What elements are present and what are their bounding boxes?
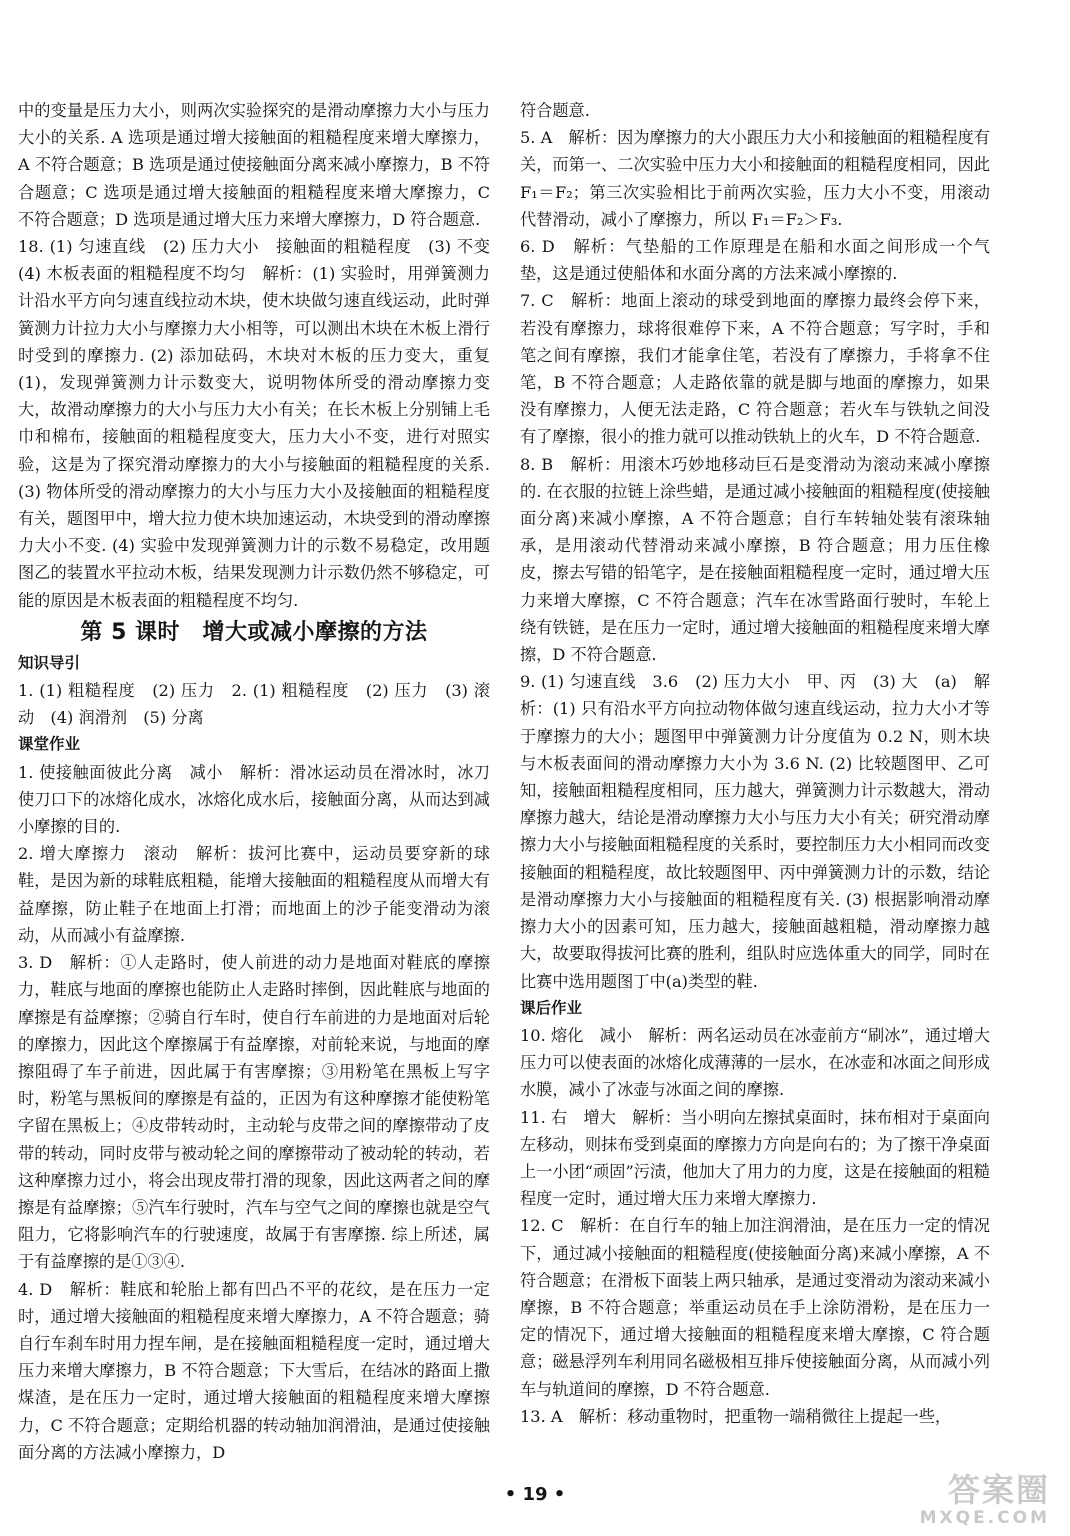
answer-12: 12. C 解析：在自行车的轴上加注润滑油，是在压力一定的情况下，通过减小接触面的粗糙程度(使接触面分离)来减小摩擦，A 不符合题意；在滑板下面装上两只轴承，是通过变滑动为滚动来减小摩擦，B 不符合题意；举重运动员在手上涂防滑粉，是在压力一定的情况下，通过增大接触面的粗糙程度来增大摩擦，C 符合题意；磁悬浮列车利用同名磁极相互排斥使接触面分离，从而减小列车与轨道间的摩擦，D 不符合题意.: [520, 1216, 990, 1399]
left-continued-paragraph: 中的变量是压力大小，则两次实验探究的是滑动摩擦力大小与压力大小的关系. A 选项是通过增大接触面的粗糙程度来增大摩擦力，A 不符合题意；B 选项是通过使接触面分离来减小摩擦力，B 不符合题意；C 选项是通过增大接触面的粗糙程度来增大摩擦力，C 不符合题意；D 选项是通过增大压力来增大摩擦力，D 符合题意.: [18, 101, 490, 229]
answer-4: 4. D 解析：鞋底和轮胎上都有凹凸不平的花纹，是在压力一定时，通过增大接触面的粗糙程度来增大摩擦力，A 不符合题意；骑自行车刹车时用力捏车闸，是在接触面粗糙程度一定时，通过增大压力来增大摩擦力，B 不符合题意；下大雪后，在结冰的路面上撒煤渣，是在压力一定时，通过增大接触面的粗糙程度来增大摩擦力，C 不符合题意；定期给机器的转动轴加润滑油，是通过使接触面分离的方法减小摩擦力，D: [18, 1279, 490, 1462]
page-number: • 19 •: [504, 1484, 566, 1505]
answer-9: 9. (1) 匀速直线 3.6 (2) 压力大小 甲、丙 (3) 大 (a) 解析：(1) 只有沿水平方向拉动物体做匀速直线运动，拉力大小才等于摩擦力的大小；题图甲中弹簧测力计分度值为 0.2 N，则木块与木板表面间的滑动摩擦力大小为 3.6 N. (2) 比较题图甲、乙可知，接触面粗糙程度相同，压力越大，弹簧测力计示数越大，滑动摩擦力越大，结论是滑动摩擦力大小与压力大小有关；研究滑动摩擦力大小与接触面粗糙程度的关系时，要控制压力大小相同而改变接触面的粗糙程度，故比较题图甲、丙中弹簧测力计的示数，结论是滑动摩擦力大小与接触面的粗糙程度有关. (3) 根据影响滑动摩擦力大小的因素可知，压力越大，接触面越粗糙，滑动摩擦力越大，故要取得拔河比赛的胜利，组队时应选体重大的同学，同时在比赛中选用题图丁中(a)类型的鞋.: [520, 672, 990, 991]
answer-13: 13. A 解析：移动重物时，把重物一端稍微往上提起一些，: [520, 1406, 952, 1426]
watermark-bottom-text: MXQE.COM: [919, 1508, 1050, 1528]
section-knowledge-guide: 知识导引: [18, 653, 81, 672]
answer-8: 8. B 解析：用滚木巧妙地移动巨石是变滑动为滚动来减小摩擦的. 在衣服的拉链上涂些蜡，是通过减小接触面的粗糙程度(使接触面分离)来减小摩擦，A 不符合题意；自行车转轴处装有滚珠轴承，是用滚动代替滑动来减小摩擦，B 符合题意；用力压住橡皮，擦去写错的铅笔字，是在接触面粗糙程度一定时，通过增大压力来增大摩擦，C 不符合题意；汽车在冰雪路面行驶时，车轮上绕有铁链，是在压力一定时，通过增大接触面的粗糙程度来增大摩擦，D 不符合题意.: [520, 454, 990, 665]
site-watermark-logo: [900, 1472, 1050, 1530]
right-continued-paragraph: 符合题意.: [520, 101, 590, 120]
guide-answers: 1. (1) 粗糙程度 (2) 压力 2. (1) 粗糙程度 (2) 压力 (3) 滚动 (4) 润滑剂 (5) 分离: [18, 681, 490, 728]
answer-5: 5. A 解析：因为摩擦力的大小跟压力大小和接触面的粗糙程度有关，而第一、二次实验中压力大小和接触面的粗糙程度相同，因此 F₁＝F₂；第三次实验相比于前两次实验，压力大小不变，用滚动代替滑动，减小了摩擦力，所以 F₁＝F₂＞F₃.: [520, 128, 990, 229]
left-column: [18, 97, 507, 1466]
answer-6: 6. D 解析：气垫船的工作原理是在船和水面之间形成一个气垫，这是通过使船体和水面分离的方法来减小摩擦的.: [520, 237, 990, 284]
right-column: [520, 97, 990, 1430]
answer-3: 3. D 解析：①人走路时，使人前进的动力是地面对鞋底的摩擦力，鞋底与地面的摩擦也能防止人走路时摔倒，因此鞋底与地面的摩擦是有益摩擦；②骑自行车时，使自行车前进的力是地面对后轮的摩擦力，因此这个摩擦属于有益摩擦，对前轮来说，与地面的摩擦阻碍了车子前进，因此属于有害摩擦；③用粉笔在黑板上写字时，粉笔与黑板间的摩擦是有益的，正因为有这种摩擦才能使粉笔字留在黑板上；④皮带转动时，主动轮与皮带之间的摩擦带动了皮带的转动，同时皮带与被动轮之间的摩擦带动了被动轮的转动，若这种摩擦力过小，将会出现皮带打滑的现象，因此这两者之间的摩擦是有益摩擦；⑤汽车行驶时，汽车与空气之间的摩擦也就是空气阻力，它将影响汽车的行驶速度，故属于有害摩擦. 综上所述，属于有益摩擦的是①③④.: [18, 953, 490, 1272]
answer-10: 10. 熔化 减小 解析：两名运动员在冰壶前方“刷冰”，通过增大压力可以使表面的冰熔化成薄薄的一层水，在冰壶和冰面之间形成水膜，减小了冰壶与冰面之间的摩擦.: [520, 1025, 990, 1100]
answer-2: 2. 增大摩擦力 滚动 解析：拔河比赛中，运动员要穿新的球鞋，是因为新的球鞋底粗糙，能增大接触面的粗糙程度从而增大有益摩擦，防止鞋子在地面上打滑；而地面上的沙子能变滑动为滚动，从而减小有益摩擦.: [18, 844, 490, 945]
answer-7: 7. C 解析：地面上滚动的球受到地面的摩擦力最终会停下来，若没有摩擦力，球将很难停下来，A 不符合题意；写字时，手和笔之间有摩擦，我们才能拿住笔，若没有了摩擦力，手将拿不住笔，B 不符合题意；人走路依靠的就是脚与地面的摩擦力，如果没有摩擦力，人便无法走路，C 符合题意；若火车与铁轨之间没有了摩擦，很小的推力就可以推动铁轨上的火车，D 不符合题意.: [520, 291, 990, 447]
answer-1: 1. 使接触面彼此分离 减小 解析：滑冰运动员在滑冰时，冰刀使刀口下的冰熔化成水，冰熔化成水后，接触面分离，从而达到减小摩擦的目的.: [18, 762, 490, 837]
watermark-top-text: 答案圈: [947, 1471, 1050, 1509]
section-after-class-work: 课后作业: [520, 998, 583, 1017]
section-class-work: 课堂作业: [18, 735, 81, 754]
answer-11: 11. 右 增大 解析：当小明向左擦拭桌面时，抹布相对于桌面向左移动，则抹布受到桌面的摩擦力方向是向右的；为了擦干净桌面上一小团“顽固”污渍，他加大了用力的力度，这是在接触面的粗糙程度一定时，通过增大压力来增大摩擦力.: [520, 1107, 990, 1209]
answer-18: 18. (1) 匀速直线 (2) 压力大小 接触面的粗糙程度 (3) 不变 (4) 木板表面的粗糙程度不均匀 解析：(1) 实验时，用弹簧测力计沿水平方向匀速直线拉动木块，使木块做匀速直线运动，此时弹簧测力计拉力大小与摩擦力大小相等，可以测出木块在木板上滑行时受到的摩擦力. (2) 添加砝码，木块对木板的压力变大，重复(1)，发现弹簧测力计示数变大，说明物体所受的滑动摩擦力变大，故滑动摩擦力的大小与压力大小有关；在长木板上分别铺上毛巾和棉布，接触面的粗糙程度变大，压力大小不变，进行对照实验，这是为了探究滑动摩擦力的大小与接触面的粗糙程度的关系. (3) 物体所受的滑动摩擦力的大小与压力大小及接触面的粗糙程度有关，题图甲中，增大拉力使木块加速运动，木块受到的滑动摩擦力大小不变. (4) 实验中发现弹簧测力计的示数不易稳定，改用题图乙的装置水平拉动木板，结果发现测力计示数仍然不够稳定，可能的原因是木板表面的粗糙程度不均匀.: [18, 237, 507, 610]
lesson-title: 第 5 课时 增大或减小摩擦的方法: [80, 619, 428, 645]
